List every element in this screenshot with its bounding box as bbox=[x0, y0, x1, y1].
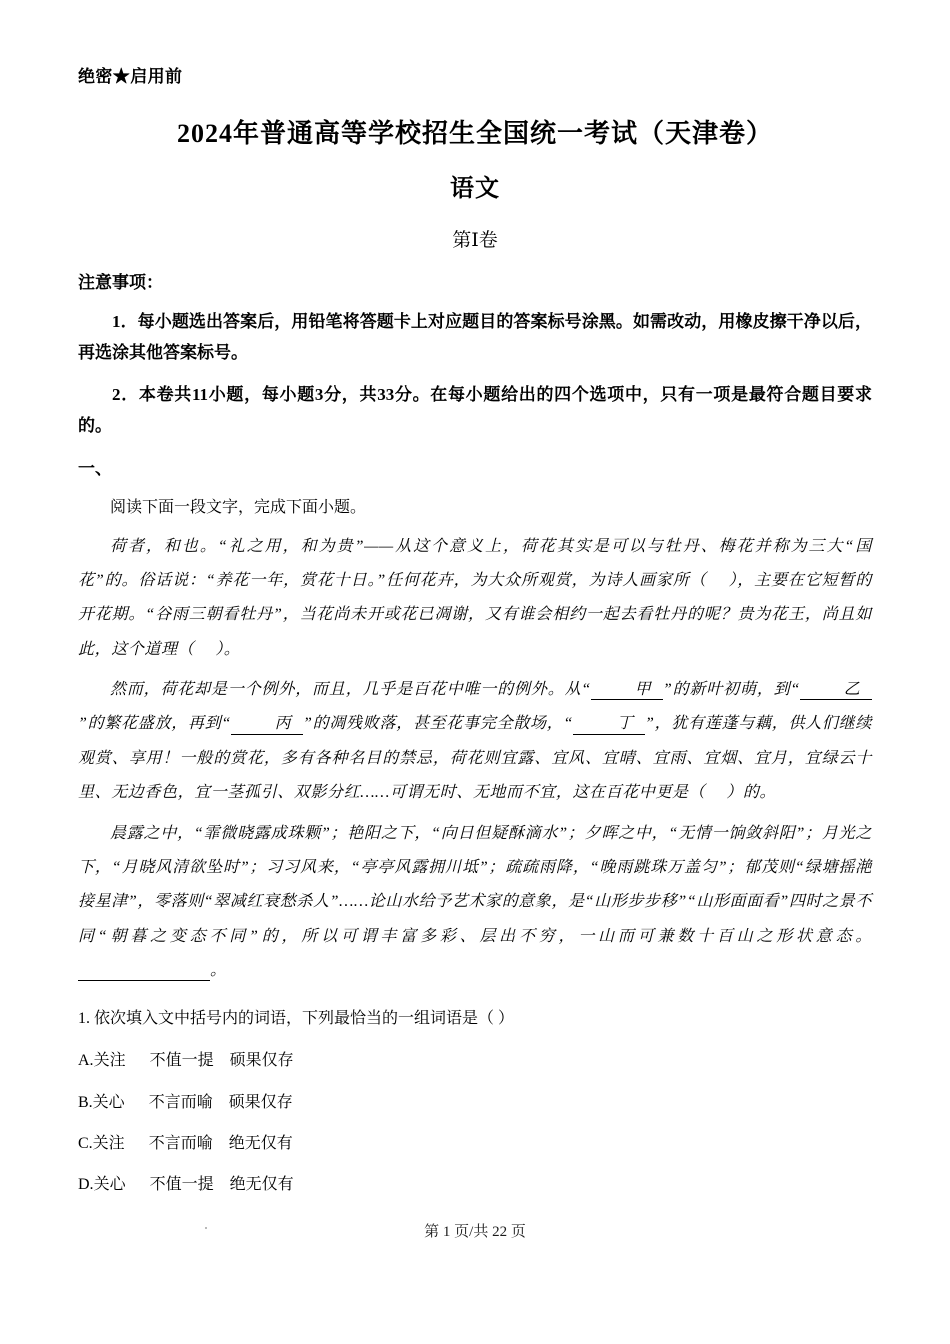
blank-jia: 甲 bbox=[591, 680, 663, 700]
choice-col-1: 关注 bbox=[93, 1052, 126, 1070]
choice-col-3: 绝无仅有 bbox=[228, 1134, 293, 1152]
passage-paragraph-2 bbox=[78, 673, 872, 811]
section-label: 第Ⅰ卷 bbox=[452, 229, 498, 251]
passage-paragraph-1 bbox=[78, 530, 872, 668]
choice-col-3: 绝无仅有 bbox=[229, 1175, 294, 1193]
choice-col-3: 硕果仅存 bbox=[228, 1093, 293, 1111]
passage-text: ），主要在它短暂的开花期。“谷雨三朝看牡丹”，当花尚未开或花已凋谢，又有谁会相约一起去看牡丹的呢？贵为花王，尚且如此，这个道理（ bbox=[78, 571, 872, 658]
choice-col-3: 硕果仅存 bbox=[229, 1052, 294, 1070]
page-footer: 第 1 页/共 22 页 bbox=[424, 1224, 526, 1240]
passage-text: 晨露之中，“霏微晓露成珠颗”；艳阳之下，“向日但疑酥滴水”；夕晖之中，“无情一饷敛斜阳”；月光之下，“月晓风清欲坠时”；习习风来，“亭亭风露拥川坻”；疏疏雨降，“晚雨跳珠万盖匀”；郁茂则“绿塘摇滟接星津”，零落则“翠减红衰愁杀人”……论山水给予艺术家的意象，是“山形步步移”“山形面面看”四时之景不同“朝暮之变态不同”的，所以可谓丰富多彩、层出不穷，一山而可兼数十百山之形状意态。 bbox=[78, 824, 872, 945]
choice-col-2: 不言而喻 bbox=[148, 1134, 213, 1152]
inline-blank-paren bbox=[194, 641, 215, 658]
passage-text: ）的。 bbox=[726, 784, 777, 802]
part-heading: 一、 bbox=[78, 459, 112, 479]
confidential-notice: 绝密★启用前 bbox=[78, 67, 183, 86]
choice-label: D. bbox=[78, 1175, 94, 1193]
choice-label: A. bbox=[78, 1052, 94, 1070]
passage-text: ”的新叶初萌，到“ bbox=[662, 681, 800, 699]
choice-col-1: 关心 bbox=[93, 1175, 126, 1193]
reading-instruction: 阅读下面一段文字，完成下面小题。 bbox=[110, 499, 367, 517]
choice-option-a[interactable] bbox=[78, 1047, 872, 1074]
page-content bbox=[78, 0, 872, 1198]
page-title: 2024年普通高等学校招生全国统一考试（天津卷） bbox=[176, 119, 773, 149]
choice-option-d[interactable] bbox=[78, 1171, 872, 1198]
choice-col-1: 关注 bbox=[92, 1134, 125, 1152]
passage-text: ”，犹有莲蓬与藕，供人们继续观赏、享用！一般的赏花，多有各种名目的禁忌，荷花则宜露、宜风、宜晴、宜雨、宜烟、宜月，宜绿云十里、无边香色，宜一茎孤引、双影分红……可谓无时、无地而不宜，这在百花中更是（ bbox=[78, 715, 872, 802]
blank-bing: 丙 bbox=[231, 714, 303, 734]
blank-yi: 乙 bbox=[800, 680, 872, 700]
choice-option-b[interactable] bbox=[78, 1089, 872, 1116]
choice-col-2: 不值一提 bbox=[149, 1175, 214, 1193]
passage-text: ”的凋残败落，甚至花事完全散场，“ bbox=[302, 715, 574, 733]
choice-col-1: 关心 bbox=[92, 1093, 125, 1111]
passage-text: ”的繁花盛放，再到“ bbox=[78, 715, 231, 733]
notice-item: 2．本卷共11小题，每小题3分，共33分。在每小题给出的四个选项中，只有一项是最符合题目要求的。 bbox=[78, 384, 872, 435]
choice-col-2: 不言而喻 bbox=[148, 1093, 213, 1111]
subject-title: 语文 bbox=[450, 176, 500, 203]
inline-blank-paren bbox=[707, 572, 729, 589]
notice-heading: 注意事项： bbox=[78, 273, 163, 293]
choice-col-2: 不值一提 bbox=[149, 1052, 214, 1070]
choice-label: C. bbox=[78, 1134, 93, 1152]
passage-text: 然而，荷花却是一个例外，而且，几乎是百花中唯一的例外。从“ bbox=[110, 681, 591, 699]
passage-paragraph-3 bbox=[78, 817, 872, 989]
choice-label: B. bbox=[78, 1093, 93, 1111]
blank-final bbox=[78, 961, 210, 981]
choice-option-c[interactable] bbox=[78, 1130, 872, 1157]
inline-blank-paren bbox=[705, 784, 726, 801]
passage-text: ）。 bbox=[215, 640, 241, 658]
blank-ding: 丁 bbox=[573, 714, 645, 734]
question-1-stem: 1. 依次填入文中括号内的词语，下列最恰当的一组词语是（ ） bbox=[78, 1009, 515, 1027]
passage-text: 荷者，和也。“礼之用，和为贵”——从这个意义上，荷花其实是可以与牡丹、梅花并称为三大“国花”的。俗话说：“养花一年，赏花十日。”任何花卉，为大众所观赏，为诗人画家所（ bbox=[78, 537, 872, 589]
passage-text: 。 bbox=[210, 962, 227, 980]
notice-item: 1．每小题选出答案后，用铅笔将答题卡上对应题目的答案标号涂黑。如需改动，用橡皮擦干净以后，再选涂其他答案标号。 bbox=[78, 311, 872, 363]
